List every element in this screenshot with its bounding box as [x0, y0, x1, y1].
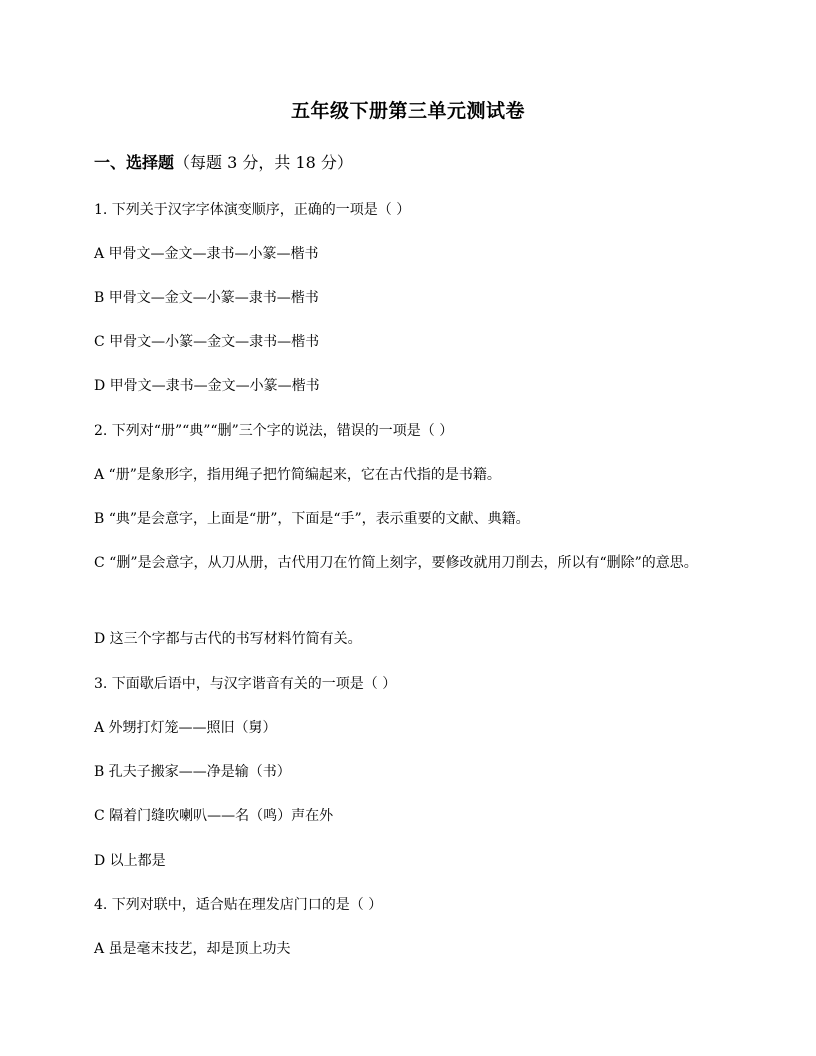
page-title: 五年级下册第三单元测试卷 — [290, 100, 525, 122]
question-2-option-b: B “典”是会意字，上面是“册”，下面是“手”，表示重要的文献、典籍。 — [94, 511, 530, 527]
question-1-option-c: C 甲骨文—小篆—金文—隶书—楷书 — [94, 334, 320, 350]
question-4-option-a: A 虽是毫末技艺，却是顶上功夫 — [94, 941, 291, 957]
question-3-option-b: B 孔夫子搬家——净是输（书） — [94, 764, 291, 780]
question-3-option-c: C 隔着门缝吹喇叭——名（鸣）声在外 — [94, 808, 334, 824]
question-1: 1. 下列关于汉字字体演变顺序，正确的一项是（ ） — [94, 202, 411, 218]
section-heading-label: 一、选择题 — [94, 153, 175, 172]
section-heading-note: （每题 3 分，共 18 分） — [174, 153, 353, 172]
question-1-option-d: D 甲骨文—隶书—金文—小篆—楷书 — [94, 378, 320, 394]
question-2-option-d: D 这三个字都与古代的书写材料竹简有关。 — [94, 631, 362, 647]
question-2: 2. 下列对“册”“典”“删”三个字的说法，错误的一项是（ ） — [94, 423, 454, 439]
question-3-option-a: A 外甥打灯笼——照旧（舅） — [94, 720, 277, 736]
question-2-option-a: A “册”是象形字，指用绳子把竹简编起来，它在古代指的是书籍。 — [94, 467, 501, 483]
question-3-option-d: D 以上都是 — [94, 853, 166, 869]
question-1-option-b: B 甲骨文—金文—小篆—隶书—楷书 — [94, 290, 319, 306]
question-1-option-a: A 甲骨文—金文—隶书—小篆—楷书 — [94, 246, 319, 262]
question-3: 3. 下面歇后语中，与汉字谐音有关的一项是（ ） — [94, 676, 397, 692]
question-2-option-c: C “删”是会意字，从刀从册，古代用刀在竹简上刻字，要修改就用刀削去，所以有“删除”的意思。 — [94, 555, 698, 571]
question-4: 4. 下列对联中，适合贴在理发店门口的是（ ） — [94, 897, 383, 913]
section-heading — [94, 150, 353, 173]
